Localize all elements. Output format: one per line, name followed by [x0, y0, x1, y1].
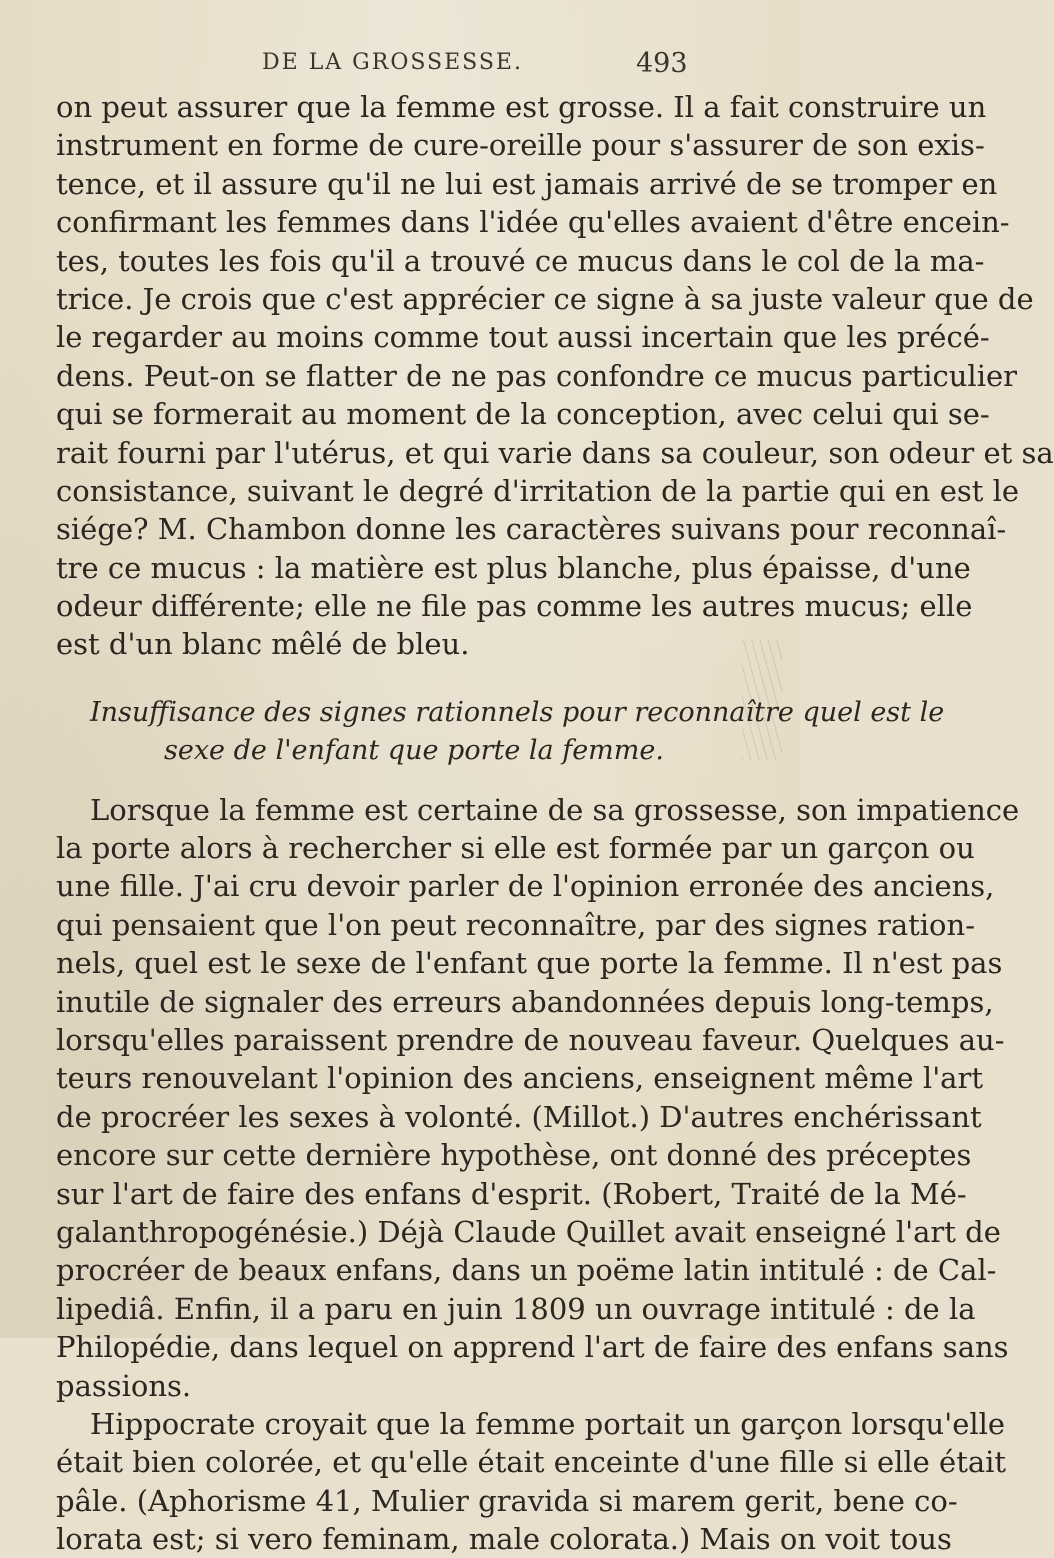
paragraph-3 [56, 1405, 1007, 1558]
text-line: sur l'art de faire des enfans d'esprit. (Robert, Traité de la Mé- [56, 1176, 967, 1211]
text-line: encore sur cette dernière hypothèse, ont donné des préceptes [56, 1138, 972, 1173]
text-line: Philopédie, dans lequel on apprend l'art de faire des enfans sans [56, 1330, 1009, 1365]
page-header [0, 48, 800, 84]
text-line: trice. Je crois que c'est apprécier ce signe à sa juste valeur que de [56, 281, 1034, 316]
text-line: galanthropogénésie.) Déjà Claude Quillet avait enseigné l'art de [56, 1214, 1001, 1249]
text-line: nels, quel est le sexe de l'enfant que porte la femme. Il n'est pas [56, 946, 1003, 981]
page-number: 493 [636, 48, 688, 79]
text-line: lorsqu'elles paraissent prendre de nouveau faveur. Quelques au- [56, 1022, 1005, 1057]
text-line: instrument en forme de cure-oreille pour s'assurer de son exis- [56, 128, 985, 163]
text-line: inutile de signaler des erreurs abandonnées depuis long-temps, [56, 984, 994, 1019]
text-line: on peut assurer que la femme est grosse. Il a fait construire un [56, 90, 987, 124]
text-line: pâle. (Aphorisme 41, Mulier gravida si marem gerit, bene co- [56, 1483, 958, 1518]
text-line: procréer de beaux enfans, dans un poëme latin intitulé : de Cal- [56, 1253, 997, 1288]
text-line: lipediâ. Enfin, il a paru en juin 1809 un ouvrage intitulé : de la [56, 1291, 976, 1326]
text-line: consistance, suivant le degré d'irritation de la partie qui en est le [56, 473, 1020, 508]
text-line: de procréer les sexes à volonté. (Millot.) D'autres enchérissant [56, 1099, 982, 1134]
text-line: passions. [56, 1368, 192, 1403]
paragraph-2 [56, 791, 1020, 1405]
text-line: est d'un blanc mêlé de bleu. [56, 627, 470, 662]
text-line: qui pensaient que l'on peut reconnaître, par des signes ration- [56, 907, 975, 942]
text-line: Lorsque la femme est certaine de sa grossesse, son impatience [90, 792, 1020, 827]
section-heading [56, 694, 945, 771]
text-line: confirmant les femmes dans l'idée qu'elles avaient d'être encein- [56, 205, 1010, 240]
text-line: tes, toutes les fois qu'il a trouvé ce mucus dans le col de la ma- [56, 243, 985, 278]
text-line: siége? M. Chambon donne les caractères suivans pour reconnaî- [56, 512, 1007, 547]
paragraph-1 [56, 88, 1054, 664]
text-line: lorata est; si vero feminam, male colorata.) Mais on voit tous [56, 1522, 952, 1557]
text-line: tence, et il assure qu'il ne lui est jamais arrivé de se tromper en [56, 166, 998, 201]
text-line: teurs renouvelant l'opinion des anciens, enseignent même l'art [56, 1061, 983, 1096]
text-line: qui se formerait au moment de la conception, avec celui qui se- [56, 397, 990, 432]
text-line: Hippocrate croyait que la femme portait un garçon lorsqu'elle [90, 1406, 1006, 1441]
text-line: dens. Peut-on se flatter de ne pas confondre ce mucus particulier [56, 358, 1017, 393]
spacer [56, 664, 734, 694]
text-line: rait fourni par l'utérus, et qui varie dans sa couleur, son odeur et sa [56, 435, 1054, 470]
text-line: le regarder au moins comme tout aussi incertain que les précé- [56, 320, 990, 355]
text-line: tre ce mucus : la matière est plus blanche, plus épaisse, d'une [56, 550, 971, 585]
section-heading-line: Insuffisance des signes rationnels pour reconnaître quel est le [90, 696, 945, 728]
section-heading-line: sexe de l'enfant que porte la femme. [164, 735, 664, 767]
text-line: était bien colorée, et qu'elle était enceinte d'une fille si elle était [56, 1445, 1007, 1480]
running-head: DE LA GROSSESSE. [262, 50, 523, 75]
spacer [56, 771, 734, 791]
text-block [56, 88, 1054, 1558]
text-line: odeur différente; elle ne file pas comme les autres mucus; elle [56, 589, 973, 624]
text-line: la porte alors à rechercher si elle est formée par un garçon ou [56, 831, 975, 866]
text-line: une fille. J'ai cru devoir parler de l'opinion erronée des anciens, [56, 869, 995, 904]
